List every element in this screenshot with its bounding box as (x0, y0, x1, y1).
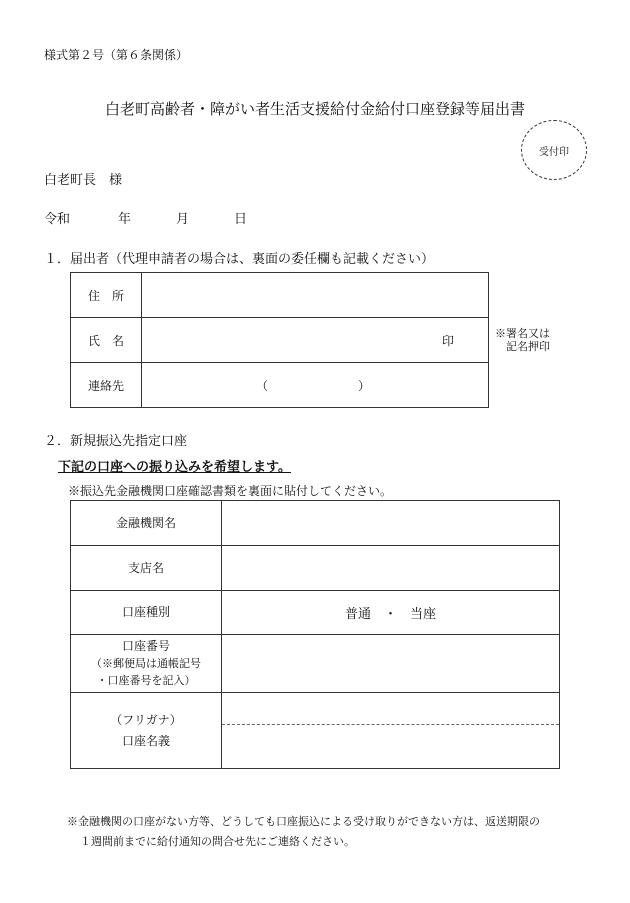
signature-note-line1: ※署名又は (495, 327, 550, 340)
account-table (70, 500, 560, 769)
account-type-options[interactable]: 普通 ・ 当座 (222, 591, 560, 635)
kana-label: （フリガナ） (110, 712, 182, 727)
reception-stamp (521, 120, 587, 180)
number-label-cell (71, 635, 222, 693)
signature-note-line2: 記名押印 (506, 340, 550, 353)
section1-heading: １．届出者（代理申請者の場合は、裏面の委任欄も記載ください） (44, 252, 435, 267)
date-year: 年 (118, 212, 132, 227)
bank-field[interactable] (222, 501, 560, 546)
holder-field[interactable] (222, 693, 560, 769)
contact-field[interactable] (142, 363, 489, 408)
footer-note-line1: ※金融機関の口座がない方等、どうしても口座振込による受け取りができない方は、返送期限の (67, 815, 540, 828)
branch-field[interactable] (222, 546, 560, 591)
addressee: 白老町長 様 (44, 173, 123, 188)
name-field[interactable] (142, 318, 489, 363)
address-field[interactable] (142, 273, 489, 318)
paren-open: （ (256, 379, 269, 393)
form-number: 様式第２号（第６条関係） (44, 48, 189, 62)
applicant-table (70, 272, 489, 408)
kana-field[interactable] (222, 693, 559, 725)
date-month: 月 (176, 212, 190, 227)
holder-label: 口座名義 (121, 733, 170, 748)
holder-label-cell (71, 693, 222, 769)
date-era: 令和 (44, 212, 71, 227)
section2-heading: ２．新規振込先指定口座 (44, 434, 188, 449)
transfer-request: 下記の口座への振り込みを希望します。 (58, 460, 291, 475)
seal-mark: 印 (441, 334, 454, 348)
attach-note: ※振込先金融機関口座確認書類を裏面に貼付してください。 (68, 484, 393, 498)
date-day: 日 (234, 212, 248, 227)
number-note2: ・口座番号を記入） (96, 674, 196, 687)
type-label: 口座種別 (71, 591, 222, 635)
signature-note (495, 327, 550, 353)
page-title: 白老町高齢者・障がい者生活支援給付金給付口座登録等届出書 (104, 100, 525, 118)
bank-label: 金融機関名 (71, 501, 222, 546)
stamp-label: 受付印 (539, 146, 569, 158)
paren-close: ） (358, 379, 371, 393)
branch-label: 支店名 (71, 546, 222, 591)
number-label: 口座番号 (121, 639, 170, 653)
address-label: 住 所 (71, 273, 142, 318)
number-note1: （※郵便局は通帳記号 (91, 657, 201, 670)
name-label: 氏 名 (71, 318, 142, 363)
footer-note-line2: １週間前までに給付通知の問合せ先にご連絡ください。 (80, 835, 355, 848)
contact-label: 連絡先 (71, 363, 142, 408)
number-field[interactable] (222, 635, 560, 693)
